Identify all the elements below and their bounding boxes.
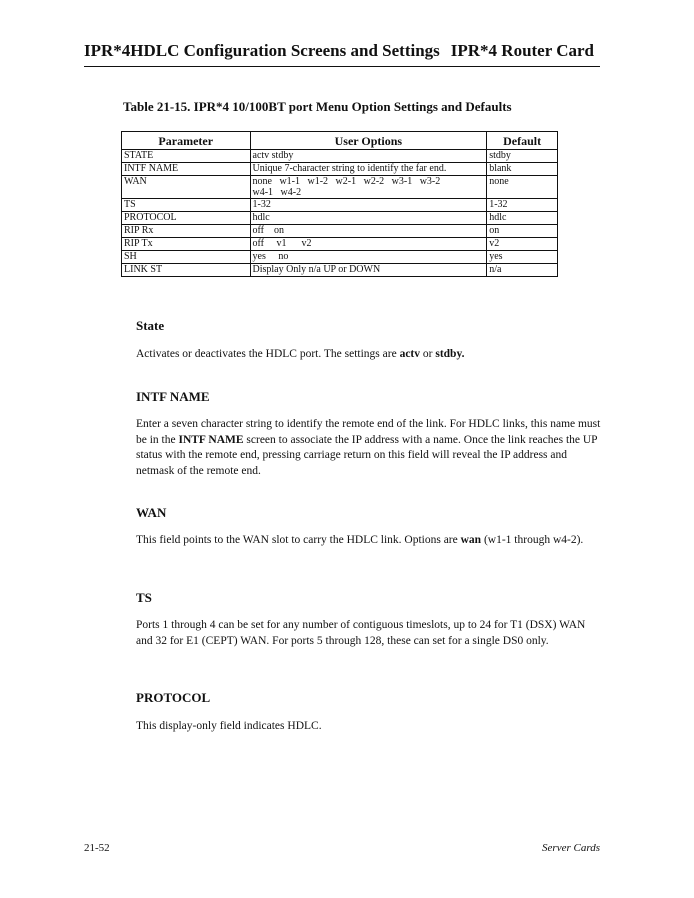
cell-parameter: TS — [122, 199, 251, 212]
table-row — [122, 251, 558, 264]
cell-options: Display Only n/a UP or DOWN — [250, 264, 487, 277]
cell-options: yes no — [250, 251, 487, 264]
section-text-ts: Ports 1 through 4 can be set for any number of contiguous timeslots, up to 24 for T1 (DSX) WAN and 32 for E1 (CEPT) WAN. For ports 5 through 128, these can set for a single DS0 only. — [136, 619, 586, 647]
cell-default: yes — [487, 251, 558, 264]
table-row — [122, 225, 558, 238]
cell-parameter: STATE — [122, 150, 251, 163]
section-title-state: State — [136, 318, 165, 333]
cell-parameter: SH — [122, 251, 251, 264]
table-row — [122, 163, 558, 176]
text-run: This field points to the WAN slot to carry the HDLC link. Options are — [136, 534, 461, 546]
cell-default: v2 — [487, 238, 558, 251]
bold-run: wan — [460, 534, 482, 546]
cell-default: n/a — [487, 264, 558, 277]
text-run: screen to associate the IP address with a name. Once the link reaches the UP status with the remote end, pressing carriage return on this field will reveal the IP address and netmask of the remote end. — [136, 433, 598, 477]
cell-options: Unique 7-character string to identify the far end. — [250, 163, 487, 176]
table-caption: Table 21-15. IPR*4 10/100BT port Menu Option Settings and Defaults — [123, 99, 512, 114]
table-row — [122, 212, 558, 225]
table-row — [122, 264, 558, 277]
section-text-protocol: This display-only field indicates HDLC. — [136, 720, 322, 732]
options-table — [121, 131, 558, 277]
table-row — [122, 199, 558, 212]
page-number: 21-52 — [84, 842, 110, 854]
section-text-wan — [136, 533, 602, 549]
text-run: (w1-1 through w4-2). — [481, 534, 584, 546]
section-title-protocol: PROTOCOL — [136, 690, 211, 705]
cell-default: hdlc — [487, 212, 558, 225]
header-product: IPR*4 Router Card — [450, 41, 594, 60]
cell-default: none — [487, 176, 558, 199]
table-header-row — [122, 132, 558, 150]
cell-parameter: RIP Rx — [122, 225, 251, 238]
cell-options: off v1 v2 — [250, 238, 487, 251]
bold-run: stdby. — [435, 348, 465, 360]
section-text-state — [136, 347, 602, 363]
bold-run: INTF NAME — [178, 433, 244, 446]
page-header — [84, 40, 600, 67]
cell-options: off on — [250, 225, 487, 238]
header-title: IPR*4HDLC Configuration Screens and Settings — [84, 41, 440, 60]
cell-parameter: INTF NAME — [122, 163, 251, 176]
text-run: Enter a seven character string to identify the remote end of the link. For HDLC links, this name must be in the — [136, 418, 601, 446]
chapter-name: Server Cards — [542, 842, 600, 854]
column-header-parameter: Parameter — [122, 132, 251, 150]
text-run: or — [420, 348, 436, 360]
bold-run: actv — [399, 348, 421, 360]
cell-parameter: LINK ST — [122, 264, 251, 277]
cell-parameter: RIP Tx — [122, 238, 251, 251]
cell-default: stdby — [487, 150, 558, 163]
text-run: Activates or deactivates the HDLC port. The settings are — [136, 348, 400, 360]
cell-default: 1-32 — [487, 199, 558, 212]
cell-options: 1-32 — [250, 199, 487, 212]
table-row — [122, 150, 558, 163]
section-title-ts: TS — [136, 590, 152, 605]
cell-options: actv stdby — [250, 150, 487, 163]
section-title-intf-name: INTF NAME — [136, 389, 210, 404]
section-text-intf-name — [136, 417, 602, 479]
cell-parameter: WAN — [122, 176, 251, 199]
table-row — [122, 238, 558, 251]
cell-options: hdlc — [250, 212, 487, 225]
cell-default: on — [487, 225, 558, 238]
column-header-user-options: User Options — [250, 132, 487, 150]
cell-default: blank — [487, 163, 558, 176]
table-row — [122, 176, 558, 199]
cell-options-line: none w1-1 w1-2 w2-1 w2-2 w3-1 w3-2 — [252, 176, 441, 187]
cell-options — [250, 176, 487, 199]
column-header-default: Default — [487, 132, 558, 150]
cell-options-line: w4-1 w4-2 — [252, 187, 302, 198]
section-title-wan: WAN — [136, 505, 167, 520]
cell-parameter: PROTOCOL — [122, 212, 251, 225]
